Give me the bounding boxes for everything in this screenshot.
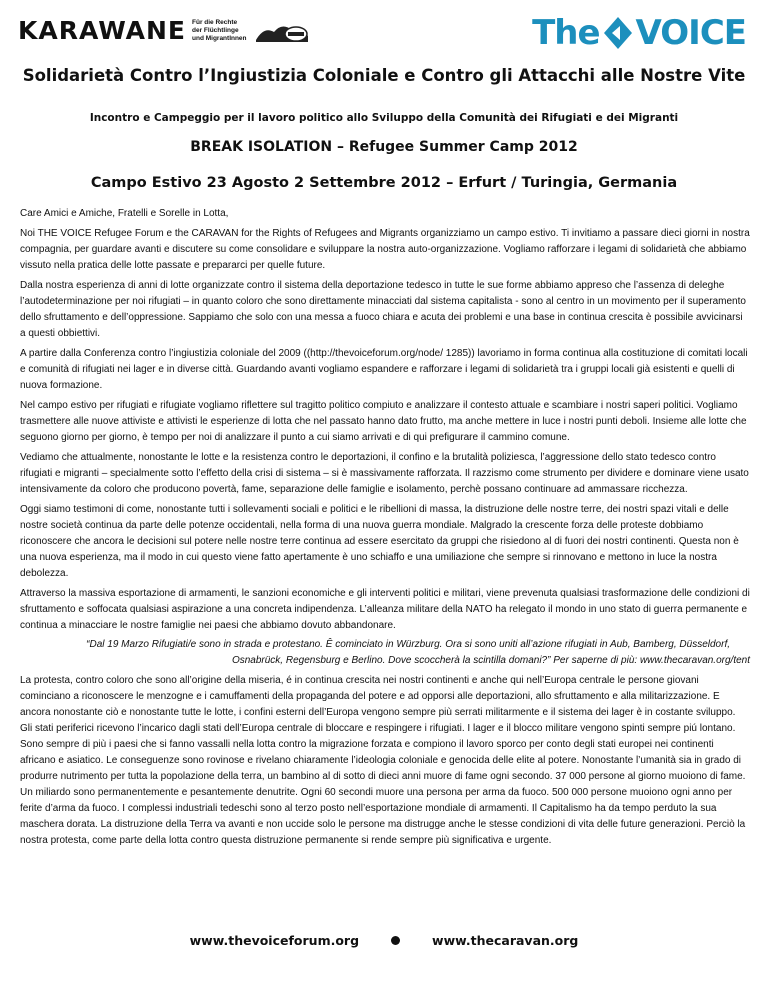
- paragraph: La protesta, contro coloro che sono all’origine della miseria, é in continua crescita nei nostri continenti e anche qui nell’Europa centrale le persone giovani cominciano a riconoscere le menzogne e i camuffamenti della propaganda del potere e ad opporsi alle deportazioni, allo sfruttamento e alla militarizzazione. E ancora nonostante ciò e nonostante tutte le lotte, i confini esterni dell’Europa vengono sempre più serrati militarmente e il sistema dei lager è in costante sviluppo. Gli stati periferici ricevono l’incarico dagli stati dell’Europa centrale di bloccare e respingere i rifugiati. I lager e il blocco militare vengono spinti sempre piú lontano. Sono sempre di più i paesi che si fanno vassalli nella lotta contro la migrazione forzata e compiono il lavoro sporco per conto degli stati europei nei continenti africano e asiatico. Le conseguenze sono rovinose e rivelano chiaramente l’ideologia coloniale e genocida delle elite al potere. Nonostante l’umanità sia in grado di produrre nutrimento per tutta la popolazione della terra, un bambino al di sotto di dieci anni muore di fame ogni secondo. 37 000 persone al giorno muoiono di fame. Un miliardo sono permanentemente e pesantemente denutrite. Ogni 60 secondi muore una persona per arma da fuoco. 500 000 persone muoiono ogni anno per ferite d’arma da fuoco. I complessi industriali tedeschi sono al terzo posto nell’esportazione mondiale di armamenti. Il Capitalismo ha da tempo perduto la sua maschera dorata. La distruzione della Terra va avanti e non uccide solo le persone ma distrugge anche le stesse condizioni di vita delle future generazioni. Perciò la nostra protesta, come parte della lotta contro questa distruzione permanente si rende sempre più significativa e urgente.: [20, 675, 746, 846]
- paragraph: Noi THE VOICE Refugee Forum e the CARAVAN for the Rights of Refugees and Migrants organizziamo un campo estivo. Ti invitiamo a passare dieci giorni in nostra compagnia, per guardare avanti e discutere su come consolidare e sviluppare la nostra auto-organizzazione. Vogliamo rafforzare i legami di solidarietà che abbiamo vissuto nella pratica delle lotte passate e prepararci per quelle future.: [20, 228, 750, 271]
- diamond-arrow-icon: [603, 14, 633, 52]
- karawane-logo: [18, 16, 310, 50]
- the-voice-logo: [532, 14, 746, 52]
- karawane-tagline: Für die Rechte der Flüchtlinge und MigrantInnen: [192, 19, 247, 42]
- camp-heading: BREAK ISOLATION – Refugee Summer Camp 2012: [190, 139, 578, 155]
- camp-dates-heading: Campo Estivo 23 Agosto 2 Settembre 2012 – Erfurt / Turingia, Germania: [90, 175, 678, 191]
- footer-links: [0, 933, 768, 948]
- caravan-badge-icon: [254, 18, 310, 44]
- quote-line: Osnabrück, Regensburg e Berlino. Dove scoccherà la scintilla domani?” Per saperne di più: www.thecaravan.org/tent: [231, 655, 750, 666]
- page-title: Solidarietà Contro l’Ingiustizia Coloniale e Contro gli Attacchi alle Nostre Vite: [22, 66, 746, 85]
- paragraph: A partire dalla Conferenza contro l’ingiustizia coloniale del 2009 ((http://thevoiceforum.org/node/ 1285)) lavoriamo in forma continua alla costituzione di comitati locali e comunità di rifugiati nei lager e in diverse città. Guardando avanti vogliamo espandere e rafforzare i legami di solidarietà tra i gruppi locali già esistenti e quelli di nuova formazione.: [20, 348, 748, 391]
- protest-quote: [20, 637, 750, 669]
- page-subtitle: Incontro e Campeggio per il lavoro politico allo Sviluppo della Comunità dei Rifugiati e dei Migranti: [89, 112, 679, 124]
- paragraph: Vediamo che attualmente, nonostante le lotte e la resistenza contro le deportazioni, il confino e la brutalità poliziesca, l’aggressione dello stato tedesco contro rifugiati e migranti – specialmente sotto l’effetto della crisi di sistema – si è massivamente rafforzata. Il razzismo come strumento per dividere e dominare viene usato intensivamente da coloro che producono povertà, fame, separazione delle famiglie e isolamento, perchè possano continuare ad ammassare ricchezza.: [20, 452, 749, 495]
- quote-line: “Dal 19 Marzo Rifugiati/e sono in strada e protestano. Ê cominciato in Würzburg. Ora si sono uniti all’azione rifugiati in Aub, Bamberg, Düsseldorf,: [86, 639, 730, 650]
- logo-voice-text: VOICE: [635, 13, 746, 53]
- paragraph: Oggi siamo testimoni di come, nonostante tutti i sollevamenti sociali e politici e le ribellioni di massa, la distruzione delle nostre terre, dei nostri spazi vitali e delle nostre società continua da parte delle potenze occidentali, nella forma di una nuova guerra mondiale. Malgrado la crescente forza delle proteste dobbiamo riconoscere che ancora le decisioni sul potere nelle nostre terre continua ad essere esercitato da gruppi che risiedono al di fuori dei nostri continenti. Questa non è una nuova esperienza, ma il modo in cui questo viene fatto apertamente è uno schiaffo e una umiliazione che sempre si rinnovano e mettono in luce la nostra debolezza.: [20, 504, 739, 579]
- thecaravan-link[interactable]: www.thecaravan.org: [432, 933, 579, 948]
- paragraph: Care Amici e Amiche, Fratelli e Sorelle in Lotta,: [20, 208, 229, 219]
- paragraph: Dalla nostra esperienza di anni di lotte organizzate contro il sistema della deportazione tedesco in tutte le sue forme abbiamo appreso che l’assenza di deleghe l’autodeterminazione per noi rifugiati – in quanto coloro che sono direttamente minacciati dal sistema capitalista - sono al centro in un movimento per il superamento dello sfruttamento e dell’oppressione. Sappiamo che solo con una messa a fuoco chiara e acuta dei problemi e una base in continua crescita è possibile avvicinarsi a questi obbiettivi.: [20, 280, 746, 339]
- thevoiceforum-link[interactable]: www.thevoiceforum.org: [189, 933, 360, 948]
- letter-body: [20, 206, 750, 853]
- logo-the-text: The: [532, 13, 600, 53]
- paragraph: Attraverso la massiva esportazione di armamenti, le sanzioni economiche e gli interventi politici e militari, viene prevenuta qualsiasi trasformazione delle condizioni di sfruttamento e soffocata qualsiasi aspirazione a una concreta indipendenza. L’alleanza militare della NATO ha relegato il mondo in uno stato di guerra permanente e continua a minacciare le nostre famiglie nei paesi che abbiamo dovuto abbandonare.: [20, 588, 750, 631]
- bullet-separator-icon: [391, 936, 400, 945]
- karawane-wordmark: KARAWANE: [18, 16, 186, 45]
- paragraph: Nel campo estivo per rifugiati e rifugiate vogliamo riflettere sul tragitto politico compiuto e analizzare il contesto attuale e scambiare i nostri saperi politici. Vogliamo trasmettere alle nuove attiviste e attivisti le esperienze di lotta che nel passato hanno dato frutto, ma anche mettere in luce i nostri punti deboli. Insieme alle lotte che seguono giorno per giorno, è tempo per noi di analizzare il punto a cui siamo arrivati e di qui prefigurare il cammino comune.: [20, 400, 747, 443]
